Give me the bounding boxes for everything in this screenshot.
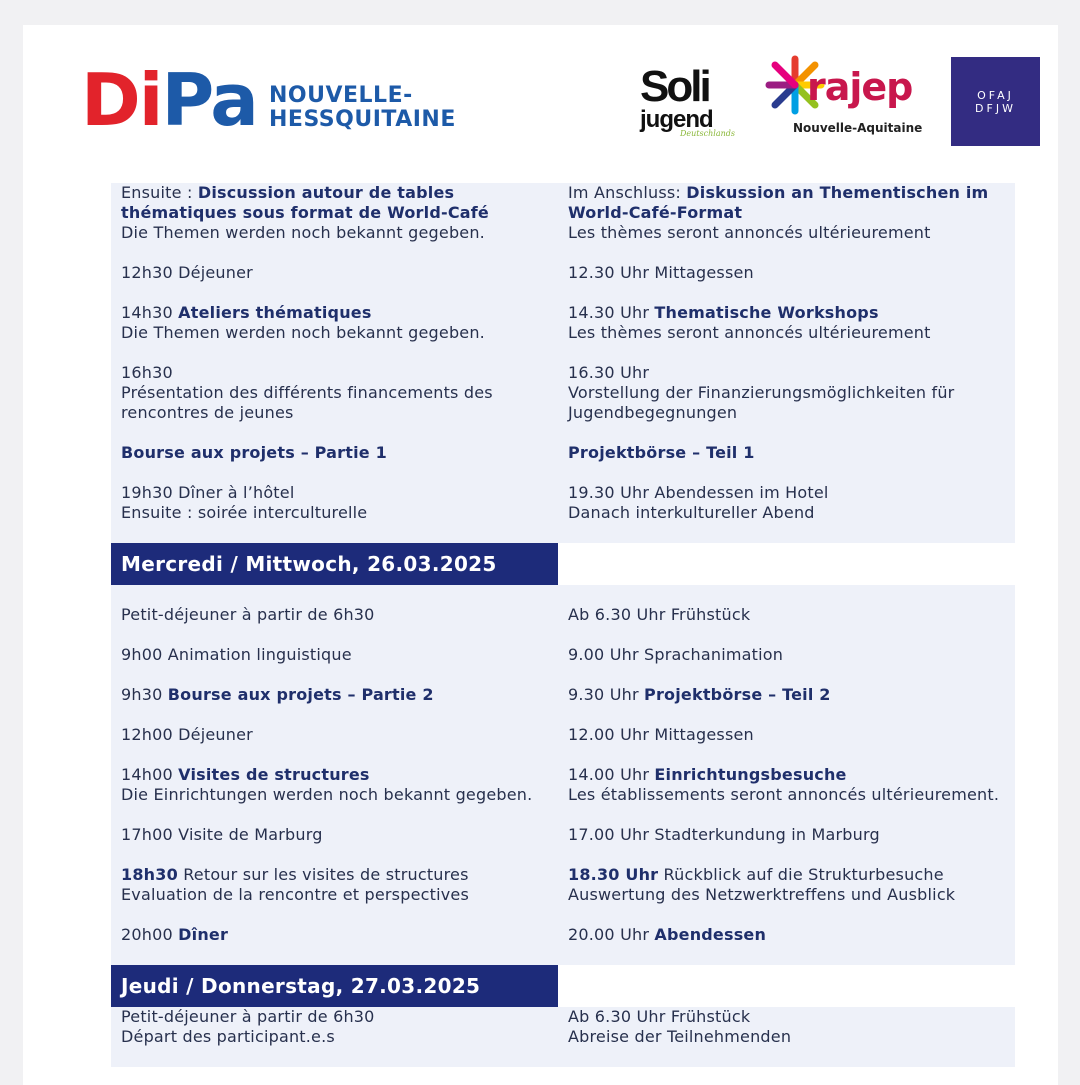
program-cell-fr [111,865,558,905]
program-line-text: Ensuite : [121,183,198,202]
program-line-bold: Ateliers thématiques [178,303,372,322]
program-line-text: Abreise der Teilnehmenden [568,1027,792,1046]
program-line-text: Retour sur les visites de structures [177,865,469,884]
program-line-text: Vorstellung der Finanzierungsmöglichkeiten für [568,383,955,402]
dipa-logo-sub1: NOUVELLE- [269,83,413,108]
solijugend-logo-line3: Deutschlands [680,129,735,138]
day-row-thursday [111,965,1015,1007]
program-line-bold: Visites de structures [178,765,370,784]
program-line-text: Les thèmes seront annoncés ultérieurement [568,323,931,342]
program-line-text: 16.30 Uhr [568,363,650,382]
program-line-text: rencontres de jeunes [121,403,294,422]
solijugend-logo-line1: Soli [640,62,709,111]
document-page [23,25,1058,1085]
program-line [121,383,558,403]
program-line [568,323,1015,343]
dipa-logo-sub2: HESSQUITAINE [269,107,456,132]
program-line [568,443,1015,463]
program-cell-fr [111,645,558,665]
program-cell-fr [111,925,558,945]
program-line [568,925,1015,945]
program-row [111,865,1015,905]
program-line-text: Jugendbegegnungen [568,403,738,422]
program-line [121,865,558,885]
program-line-text: 19h30 Dîner à l’hôtel [121,483,295,502]
program-cell-de [558,645,1015,665]
program-line-bold: Einrichtungsbesuche [654,765,847,784]
program-line [121,685,558,705]
program-cell-fr [111,605,558,625]
program-row [111,825,1015,845]
program-line [121,925,558,945]
program-line-text: Ensuite : soirée interculturelle [121,503,368,522]
program-line [121,303,558,323]
program-cell-fr [111,303,558,343]
program-line [121,323,558,343]
program-line [121,885,558,905]
program-line-text: Les établissements seront annoncés ultérieurement. [568,785,1000,804]
program-line-text: 9.00 Uhr Sprachanimation [568,645,784,664]
day-row-wednesday [111,543,1015,585]
day-heading-wednesday: Mercredi / Mittwoch, 26.03.2025 [111,543,558,585]
program-line-bold: Diskussion an Thementischen im [686,183,989,202]
program-cell-de [558,605,1015,625]
program-cell-fr [111,825,558,845]
program-line [121,443,558,463]
program-line-bold: Discussion autour de tables [197,183,455,202]
program-line [121,1027,558,1047]
program-cell-fr [111,183,558,243]
program-line [568,223,1015,243]
program-cell-fr [111,765,558,805]
program-line [121,765,558,785]
program-line [121,605,558,625]
program-line-text: 9.30 Uhr [568,685,645,704]
program-line-text: Im Anschluss: [568,183,687,202]
dipa-logo-di: Di [81,58,162,142]
program-row [111,363,1015,423]
ofaj-logo-line2: DFJW [975,101,1016,115]
program-line [121,183,558,203]
thursday-program [111,1007,1015,1067]
program-line-text: 9h00 Animation linguistique [121,645,352,664]
program-line [121,785,558,805]
program-cell-de [558,1007,1015,1047]
program-cell-de [558,183,1015,243]
program-line-text: 14.00 Uhr [568,765,655,784]
program-line [568,203,1015,223]
program-line [568,605,1015,625]
program-line [121,483,558,503]
program-line [568,725,1015,745]
program-line-text: 14h30 [121,303,179,322]
program-line [121,203,558,223]
program-row [111,443,1015,463]
program-line-text: Petit-déjeuner à partir de 6h30 [121,1007,375,1026]
program-line-bold: thématiques sous format de World-Café [121,203,489,222]
program-line [568,403,1015,423]
program-line-text: Ab 6.30 Uhr Frühstück [568,1007,751,1026]
program-line [121,403,558,423]
program-line-text: 9h30 [121,685,168,704]
program-line-text: 16h30 [121,363,173,382]
program-line-bold: Dîner [178,925,229,944]
program-cell-fr [111,483,558,523]
crajep-logo [765,55,923,140]
program-cell-de [558,765,1015,805]
program-line [568,483,1015,503]
program-line [121,503,558,523]
program-line [568,785,1015,805]
wednesday-program [111,605,1015,965]
program-line-text: Die Themen werden noch bekannt gegeben. [121,323,485,342]
program-line [568,383,1015,403]
program-line-text: 12h00 Déjeuner [121,725,253,744]
solijugend-logo [640,62,735,145]
program-line-bold: Projektbörse – Teil 2 [644,685,831,704]
program-line [121,1007,558,1027]
solijugend-logo-line2: jugend [640,106,713,133]
program-line-bold: World-Café-Format [568,203,743,222]
program-cell-fr [111,685,558,705]
program-line-text: Les thèmes seront annoncés ultérieurement [568,223,931,242]
program-line-text: 17.00 Uhr Stadterkundung in Marburg [568,825,880,844]
program-line [568,503,1015,523]
program-row [111,483,1015,523]
tuesday-program [111,183,1015,543]
crajep-logo-sub: Nouvelle-Aquitaine [793,121,923,135]
program-line-text: 14.30 Uhr [568,303,655,322]
program-line-text: Die Themen werden noch bekannt gegeben. [121,223,485,242]
program-line [121,263,558,283]
program-cell-de [558,303,1015,343]
program-cell-fr [111,363,558,423]
program-line-text: Petit-déjeuner à partir de 6h30 [121,605,375,624]
program-line [568,765,1015,785]
program-table [111,183,1015,1067]
program-line [568,685,1015,705]
program-row [111,765,1015,805]
program-line-text: Rückblick auf die Strukturbesuche [658,865,944,884]
program-line-bold: Projektbörse – Teil 1 [568,443,755,462]
program-cell-fr [111,443,558,463]
program-row [111,1007,1015,1047]
ofaj-dfjw-logo [951,57,1040,146]
program-line-text: 20.00 Uhr [568,925,655,944]
program-cell-de [558,825,1015,845]
program-line-bold: Bourse aux projets – Partie 1 [121,443,387,462]
program-cell-de [558,263,1015,283]
program-line [121,645,558,665]
program-line-text: Présentation des différents financements des [121,383,493,402]
program-line [568,263,1015,283]
program-line [568,865,1015,885]
program-cell-fr [111,725,558,745]
program-line [121,825,558,845]
program-line-text: Die Einrichtungen werden noch bekannt gegeben. [121,785,533,804]
program-cell-de [558,483,1015,523]
program-cell-de [558,443,1015,463]
program-row [111,303,1015,343]
program-line-bold: Thematische Workshops [654,303,879,322]
program-line [568,303,1015,323]
program-row [111,685,1015,705]
program-line [568,1027,1015,1047]
program-line-text: 12h30 Déjeuner [121,263,253,282]
program-line [121,223,558,243]
program-cell-de [558,725,1015,745]
crajep-logo-word: rajep [807,65,913,109]
program-cell-de [558,685,1015,705]
day-heading-thursday: Jeudi / Donnerstag, 27.03.2025 [111,965,558,1007]
program-line-text: 14h00 [121,765,179,784]
program-line-text: Auswertung des Netzwerktreffens und Ausblick [568,885,956,904]
program-line-text: 19.30 Uhr Abendessen im Hotel [568,483,829,502]
program-line-bold: 18h30 [121,865,178,884]
program-line [568,1007,1015,1027]
program-line-bold: Bourse aux projets – Partie 2 [167,685,434,704]
program-line-text: Evaluation de la rencontre et perspectives [121,885,469,904]
program-row [111,183,1015,243]
program-line-text: 12.30 Uhr Mittagessen [568,263,754,282]
program-line-text: Départ des participant.e.s [121,1027,335,1046]
program-line-bold: Abendessen [654,925,767,944]
program-line [121,725,558,745]
program-line-text: Danach interkultureller Abend [568,503,815,522]
program-row [111,725,1015,745]
program-line [121,363,558,383]
dipa-logo-pa: Pa [161,58,257,142]
program-line [568,825,1015,845]
program-row [111,925,1015,945]
program-line [568,885,1015,905]
program-row [111,263,1015,283]
program-row [111,605,1015,625]
program-cell-fr [111,263,558,283]
program-cell-fr [111,1007,558,1047]
program-row [111,645,1015,665]
ofaj-logo-line1: OFAJ [977,88,1014,102]
program-line-text: 12.00 Uhr Mittagessen [568,725,754,744]
program-line-text: Ab 6.30 Uhr Frühstück [568,605,751,624]
program-cell-de [558,865,1015,905]
program-line [568,183,1015,203]
program-line-bold: 18.30 Uhr [568,865,659,884]
program-line-text: 20h00 [121,925,179,944]
program-cell-de [558,925,1015,945]
program-line [568,363,1015,383]
program-line-text: 17h00 Visite de Marburg [121,825,323,844]
program-cell-de [558,363,1015,423]
program-line [568,645,1015,665]
